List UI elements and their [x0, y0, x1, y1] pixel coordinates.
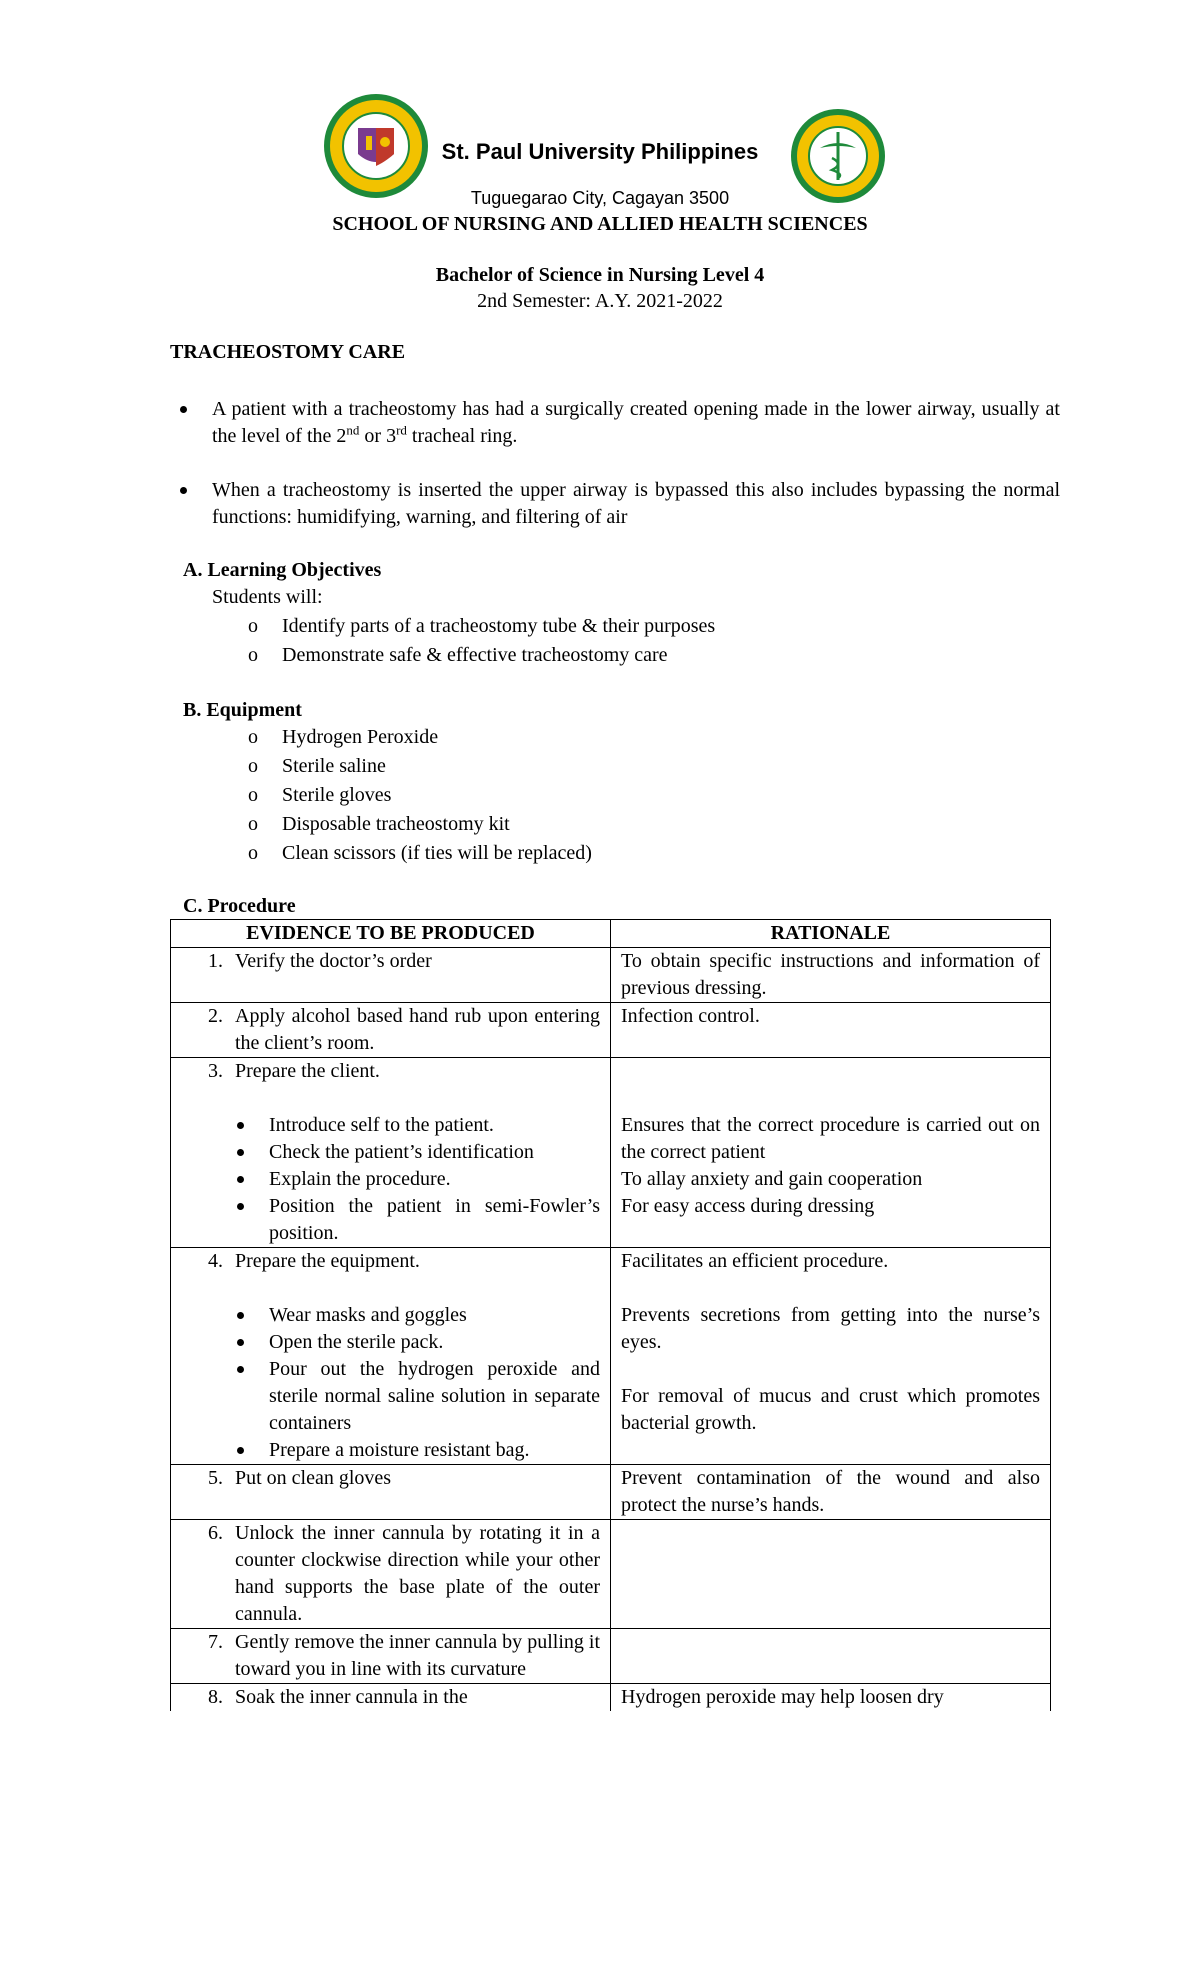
procedure-table [170, 919, 1051, 1711]
step-cell [171, 948, 611, 1003]
equipment-heading: B. Equipment [183, 699, 302, 721]
bullet-marker: o [248, 644, 258, 666]
sub-step-text: Prepare a moisture resistant bag. [269, 1439, 530, 1461]
step-cell [171, 1684, 611, 1712]
bullet-icon [237, 1203, 244, 1210]
rationale-cell: To obtain specific instructions and information of previous dressing. [611, 948, 1051, 1003]
bullet-icon [237, 1339, 244, 1346]
intro-1-mid: or 3 [359, 425, 397, 447]
list-item [181, 1356, 600, 1437]
rationale-text: Prevents secretions from getting into the nurse’s eyes. [621, 1304, 1040, 1353]
column-header-rationale: RATIONALE [611, 920, 1051, 948]
step-text: Prepare the equipment. [235, 1250, 420, 1272]
sub-step-text: Position the patient in semi-Fowler’s position. [269, 1195, 600, 1244]
rationale-text: Facilitates an efficient procedure. [621, 1250, 889, 1272]
bullet-icon [237, 1176, 244, 1183]
sub-step-text: Introduce self to the patient. [269, 1114, 494, 1136]
list-item [181, 1437, 600, 1464]
rationale-cell [611, 1520, 1051, 1629]
step-text: Put on clean gloves [235, 1467, 392, 1489]
bullet-marker: o [248, 755, 258, 777]
objectives-heading: A. Learning Objectives [183, 559, 382, 581]
step-text: Prepare the client. [235, 1060, 380, 1082]
step-number: 2. [208, 1005, 223, 1027]
step-cell [171, 1629, 611, 1684]
page-title: TRACHEOSTOMY CARE [170, 341, 406, 363]
table-row [171, 1684, 1051, 1712]
university-address: Tuguegarao City, Cagayan 3500 [470, 188, 730, 208]
step-cell [171, 1248, 611, 1465]
bullet-icon [180, 406, 187, 413]
step-number: 7. [208, 1631, 223, 1653]
step-cell [171, 1003, 611, 1058]
objective-item: Identify parts of a tracheostomy tube & their purposes [282, 615, 716, 637]
sub-step-text: Explain the procedure. [269, 1168, 451, 1190]
step-text: Gently remove the inner cannula by pulling it toward you in line with its curvature [235, 1631, 600, 1680]
equipment-item: Clean scissors (if ties will be replaced) [282, 842, 592, 864]
step-number: 1. [208, 950, 223, 972]
rationale-text: Ensures that the correct procedure is carried out on the correct patient [621, 1114, 1040, 1163]
list-item [181, 1193, 600, 1247]
list-item [181, 1112, 600, 1139]
list-item [181, 1139, 600, 1166]
bullet-icon [237, 1447, 244, 1454]
step-number: 8. [208, 1686, 223, 1708]
step-cell [171, 1058, 611, 1248]
bullet-marker: o [248, 615, 258, 637]
step-cell [171, 1520, 611, 1629]
table-row [171, 1629, 1051, 1684]
rationale-cell [611, 1058, 1051, 1248]
list-item [181, 1166, 600, 1193]
bullet-icon [237, 1366, 244, 1373]
step-number: 6. [208, 1522, 223, 1544]
bullet-marker: o [248, 842, 258, 864]
rationale-text: For easy access during dressing [621, 1195, 875, 1217]
table-row [171, 1465, 1051, 1520]
sub-step-text: Wear masks and goggles [269, 1304, 467, 1326]
bullet-marker: o [248, 726, 258, 748]
procedure-heading: C. Procedure [183, 895, 296, 917]
equipment-item: Disposable tracheostomy kit [282, 813, 510, 835]
table-header-row [171, 920, 1051, 948]
equipment-item: Hydrogen Peroxide [282, 726, 439, 748]
sub-step-text: Pour out the hydrogen peroxide and sterile normal saline solution in separate containers [269, 1358, 600, 1434]
intro-1-sup-rd: rd [396, 422, 407, 438]
program-level: Bachelor of Science in Nursing Level 4 [435, 264, 765, 286]
rationale-text: To allay anxiety and gain cooperation [621, 1168, 923, 1190]
intro-1-pre: A patient with a tracheostomy has had a surgically created opening made in the lower airway, usually at the level of the 2 [212, 398, 1060, 447]
equipment-item: Sterile saline [282, 755, 386, 777]
step-cell [171, 1465, 611, 1520]
list-item [181, 1302, 600, 1329]
rationale-cell [611, 1629, 1051, 1684]
intro-paragraph-2: When a tracheostomy is inserted the upper airway is bypassed this also includes bypassing the normal functions: humidifying, warning, and filtering of air [212, 479, 1060, 528]
table-row [171, 1248, 1051, 1465]
semester: 2nd Semester: A.Y. 2021-2022 [477, 290, 723, 312]
bullet-icon [237, 1122, 244, 1129]
sub-step-text: Open the sterile pack. [269, 1331, 444, 1353]
bullet-icon [237, 1312, 244, 1319]
bullet-icon [180, 487, 187, 494]
step-text: Apply alcohol based hand rub upon entering the client’s room. [235, 1005, 600, 1054]
step-number: 3. [208, 1060, 223, 1082]
rationale-cell: Infection control. [611, 1003, 1051, 1058]
step-number: 4. [208, 1250, 223, 1272]
table-row [171, 1003, 1051, 1058]
list-item [181, 1329, 600, 1356]
table-row [171, 1058, 1051, 1248]
intro-paragraph-1 [212, 396, 1060, 450]
column-header-evidence: EVIDENCE TO BE PRODUCED [171, 920, 611, 948]
university-name: St. Paul University Philippines [441, 139, 759, 164]
intro-1-sup-nd: nd [346, 422, 360, 438]
table-row [171, 948, 1051, 1003]
rationale-cell: Prevent contamination of the wound and also protect the nurse’s hands. [611, 1465, 1051, 1520]
rationale-cell: Hydrogen peroxide may help loosen dry [611, 1684, 1051, 1712]
equipment-item: Sterile gloves [282, 784, 392, 806]
bullet-marker: o [248, 813, 258, 835]
intro-1-post: tracheal ring. [406, 425, 518, 447]
bullet-marker: o [248, 784, 258, 806]
step-text: Soak the inner cannula in the [235, 1686, 468, 1708]
rationale-text: For removal of mucus and crust which promotes bacterial growth. [621, 1385, 1040, 1434]
bullet-icon [237, 1149, 244, 1156]
rationale-cell [611, 1248, 1051, 1465]
objective-item: Demonstrate safe & effective tracheostomy care [282, 644, 668, 666]
table-row [171, 1520, 1051, 1629]
step-text: Unlock the inner cannula by rotating it in a counter clockwise direction while your other hand supports the base plate of the outer cannula. [235, 1522, 600, 1625]
school-name: SCHOOL OF NURSING AND ALLIED HEALTH SCIENCES [332, 213, 868, 235]
step-text: Verify the doctor’s order [235, 950, 432, 972]
objectives-lead: Students will: [212, 586, 323, 608]
step-number: 5. [208, 1467, 223, 1489]
sub-step-text: Check the patient’s identification [269, 1141, 534, 1163]
